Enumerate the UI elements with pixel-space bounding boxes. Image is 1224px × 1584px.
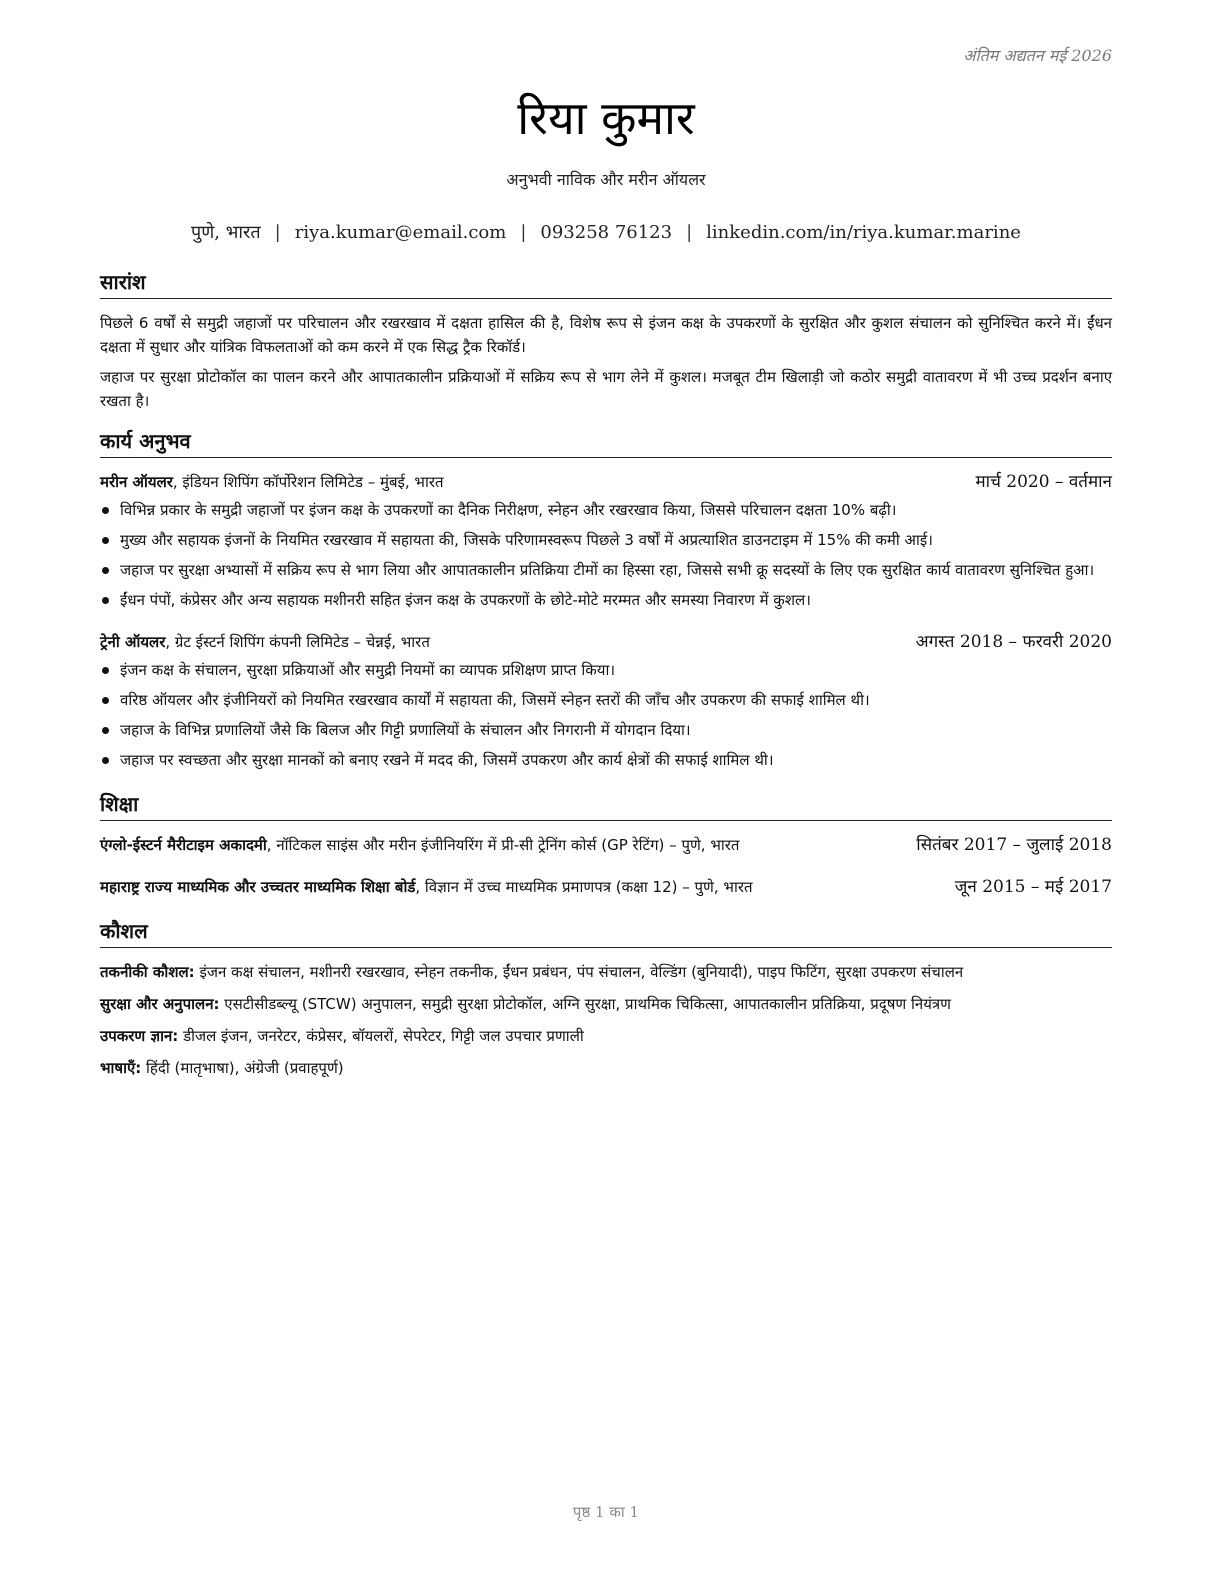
skill-value: इंजन कक्ष संचालन, मशीनरी रखरखाव, स्नेहन तकनीक, ईंधन प्रबंधन, पंप संचालन, वेल्डिंग (बुनियादी), पाइप फिटिंग, सुरक्षा उपकरण संचालन [194, 963, 964, 981]
summary-paragraph: जहाज पर सुरक्षा प्रोटोकॉल का पालन करने और आपातकालीन प्रक्रियाओं में सक्रिय रूप से भाग लेने में कुशल। मजबूत टीम खिलाड़ी जो कठोर समुद्री वातावरण में भी उच्च प्रदर्शन बनाए रखता है। [100, 368, 1112, 410]
job-dates: अगस्त 2018 – फरवरी 2020 [915, 632, 1112, 652]
job-org: , ग्रेट ईस्टर्न शिपिंग कंपनी लिमिटेड – चेन्नई, भारत [165, 633, 430, 651]
contact-separator: | [520, 222, 527, 243]
skill-row [100, 1056, 1112, 1080]
skill-row [100, 1024, 1112, 1048]
job-bullet [100, 528, 1112, 552]
skill-value: हिंदी (मातृभाषा), अंग्रेजी (प्रवाहपूर्ण) [141, 1059, 344, 1077]
bullet-icon [102, 507, 109, 514]
job-dates: मार्च 2020 – वर्तमान [975, 472, 1112, 492]
job-bullet [100, 588, 1112, 612]
education-section [100, 790, 1112, 899]
tagline: अनुभवी नाविक और मरीन ऑयलर [506, 170, 706, 189]
job-org: , इंडियन शिपिंग कॉर्पोरेशन लिमिटेड – मुंबई, भारत [172, 473, 444, 491]
education-detail: , विज्ञान में उच्च माध्यमिक प्रमाणपत्र (कक्षा 12) – पुणे, भारत [415, 878, 753, 896]
job-header [100, 470, 1112, 494]
bullet-icon [102, 727, 109, 734]
job-bullet [100, 558, 1112, 582]
contact-separator: | [274, 222, 281, 243]
job-bullet [100, 718, 1112, 742]
job-bullet-text: वरिष्ठ ऑयलर और इंजीनियरों को नियमित रखरखाव कार्यों में सहायता की, जिसमें स्नेहन स्तरों की जाँच और उपकरण की सफाई शामिल थी। [120, 691, 870, 709]
page-number: पृष्ठ 1 का 1 [572, 1503, 640, 1521]
bullet-icon [102, 537, 109, 544]
skill-label: भाषाएँ: [100, 1059, 142, 1077]
section-title-experience: कार्य अनुभव [100, 427, 1112, 458]
skill-label: सुरक्षा और अनुपालन: [100, 995, 220, 1013]
skill-row [100, 992, 1112, 1016]
bullet-icon [102, 567, 109, 574]
bullet-icon [102, 667, 109, 674]
contact-linkedin[interactable]: linkedin.com/in/riya.kumar.marine [706, 222, 1021, 243]
education-entry [100, 833, 1112, 857]
education-entry [100, 875, 1112, 899]
job-bullet-text: विभिन्न प्रकार के समुद्री जहाजों पर इंजन कक्ष के उपकरणों का दैनिक निरीक्षण, स्नेहन और रखरखाव किया, जिससे परिचालन दक्षता 10% बढ़ी। [120, 501, 897, 519]
skill-value: एसटीसीडब्ल्यू (STCW) अनुपालन, समुद्री सुरक्षा प्रोटोकॉल, अग्नि सुरक्षा, प्राथमिक चिकित्सा, आपातकालीन प्रतिक्रिया, प्रदूषण नियंत्रण [219, 995, 952, 1013]
job-role: ट्रेनी ऑयलर [100, 633, 166, 651]
skill-value: डीजल इंजन, जनरेटर, कंप्रेसर, बॉयलरों, सेपरेटर, गिट्टी जल उपचार प्रणाली [178, 1027, 584, 1045]
bullet-icon [102, 597, 109, 604]
skill-label: तकनीकी कौशल: [100, 963, 195, 981]
job-entry [100, 470, 1112, 612]
job-bullet-text: जहाज पर सुरक्षा अभ्यासों में सक्रिय रूप से भाग लिया और आपातकालीन प्रतिक्रिया टीमों का हिस्सा रहा, जिससे सभी क्रू सदस्यों के लिए एक सुरक्षित कार्य वातावरण सुनिश्चित हुआ। [120, 561, 1095, 579]
section-title-skills: कौशल [100, 917, 1112, 948]
job-entry [100, 630, 1112, 772]
education-dates: जून 2015 – मई 2017 [954, 877, 1112, 897]
candidate-name: रिया कुमार [517, 91, 695, 145]
contact-line [100, 220, 1112, 244]
section-title-summary: सारांश [100, 268, 1112, 299]
contact-phone: 093258 76123 [540, 222, 673, 243]
job-bullets [100, 658, 1112, 772]
job-bullet-text: मुख्य और सहायक इंजनों के नियमित रखरखाव में सहायता की, जिसके परिणामस्वरूप पिछले 3 वर्षों में अप्रत्याशित डाउनटाइम में 15% की कमी आई। [120, 531, 933, 549]
section-title-education: शिक्षा [100, 790, 1112, 821]
education-dates: सितंबर 2017 – जुलाई 2018 [916, 835, 1112, 855]
experience-section [100, 427, 1112, 772]
job-bullet [100, 688, 1112, 712]
job-role: मरीन ऑयलर [100, 473, 173, 491]
job-bullet [100, 748, 1112, 772]
bullet-icon [102, 757, 109, 764]
education-institution: एंग्लो-ईस्टर्न मैरीटाइम अकादमी [100, 836, 267, 854]
summary-paragraph: पिछले 6 वर्षों से समुद्री जहाजों पर परिचालन और रखरखाव में दक्षता हासिल की है, विशेष रूप से इंजन कक्ष के उपकरणों के सुरक्षित और कुशल संचालन को सुनिश्चित करने में। ईंधन दक्षता में सुधार और यांत्रिक विफलताओं को कम करने में एक सिद्ध ट्रैक रिकॉर्ड। [100, 314, 1112, 356]
job-bullet-text: इंजन कक्ष के संचालन, सुरक्षा प्रक्रियाओं और समुद्री नियमों का व्यापक प्रशिक्षण प्राप्त किया। [120, 661, 616, 679]
job-bullets [100, 498, 1112, 612]
skill-label: उपकरण ज्ञान: [100, 1027, 179, 1045]
bullet-icon [102, 697, 109, 704]
education-institution: महाराष्ट्र राज्य माध्यमिक और उच्चतर माध्यमिक शिक्षा बोर्ड [100, 878, 416, 896]
last-updated: अंतिम अद्यतन मई 2026 [963, 46, 1112, 65]
skill-row [100, 960, 1112, 984]
job-bullet [100, 658, 1112, 682]
job-bullet-text: जहाज के विभिन्न प्रणालियों जैसे कि बिलज और गिट्टी प्रणालियों के संचालन और निगरानी में योगदान दिया। [120, 721, 691, 739]
resume-page [100, 0, 1112, 1584]
skills-section [100, 917, 1112, 1080]
job-bullet-text: जहाज पर स्वच्छता और सुरक्षा मानकों को बनाए रखने में मदद की, जिसमें उपकरण और कार्य क्षेत्रों की सफाई शामिल थी। [120, 751, 774, 769]
job-bullet [100, 498, 1112, 522]
resume-content [100, 268, 1112, 1094]
contact-separator: | [686, 222, 693, 243]
contact-location: पुणे, भारत [191, 222, 261, 243]
job-bullet-text: ईंधन पंपों, कंप्रेसर और अन्य सहायक मशीनरी सहित इंजन कक्ष के उपकरणों के छोटे-मोटे मरम्मत और समस्या निवारण में कुशल। [120, 591, 811, 609]
summary-section [100, 268, 1112, 413]
job-header [100, 630, 1112, 654]
contact-email[interactable]: riya.kumar@email.com [294, 222, 507, 243]
education-detail: , नॉटिकल साइंस और मरीन इंजीनियरिंग में प्री-सी ट्रेनिंग कोर्स (GP रेटिंग) – पुणे, भारत [266, 836, 740, 854]
